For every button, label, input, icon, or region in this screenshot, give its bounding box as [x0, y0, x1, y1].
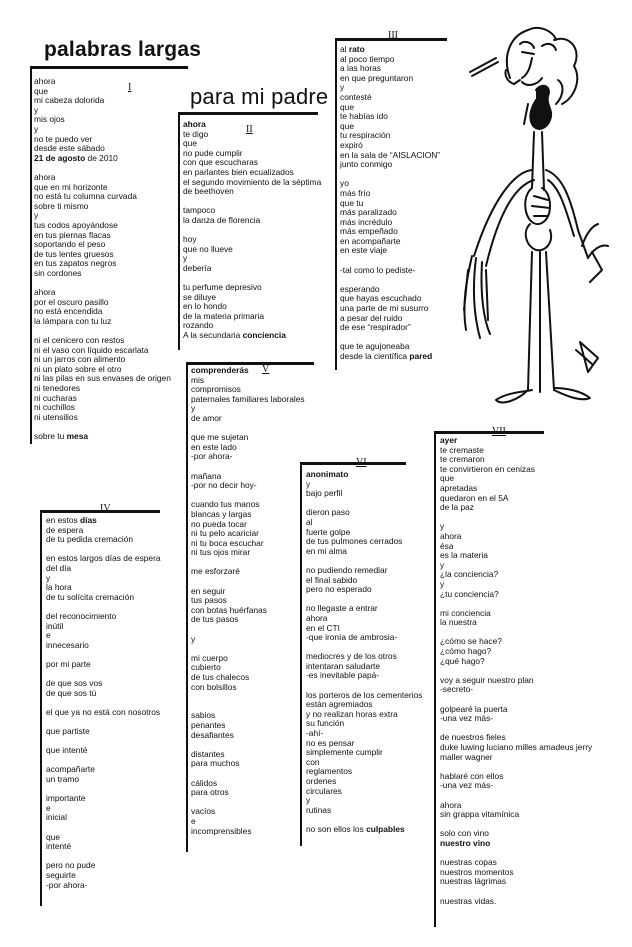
poem-line: para otros — [191, 787, 229, 798]
poem-line: ni las pilas en sus envases de origen — [34, 373, 171, 384]
poem-line: ¿tu conciencia? — [440, 588, 499, 599]
poem-line — [183, 331, 323, 341]
poem-line: nuestras vidas. — [440, 895, 497, 906]
poem-line: no pudiendo remediar — [306, 564, 388, 575]
poem-i — [34, 77, 194, 442]
poem-line: que me sujetan — [191, 432, 249, 443]
poem-line: la hora — [46, 582, 72, 593]
poem-line: desde este sábado — [34, 143, 105, 154]
poem-line — [440, 513, 610, 523]
poem-line: -secreto- — [440, 684, 474, 695]
poem-line: rutinas — [306, 804, 332, 815]
poem-ii — [183, 120, 323, 341]
poem-i-top-bar — [30, 66, 188, 69]
poem-line: solo con vino — [440, 828, 489, 839]
poem-line: ordenes — [306, 776, 337, 786]
poem-line: para muchos — [191, 758, 240, 769]
poem-line: apretadas — [440, 482, 478, 493]
poem-line: -que ironía de ambrosia- — [306, 632, 398, 643]
poem-line — [306, 470, 436, 480]
poem-line: ¿cómo se hace? — [440, 636, 502, 647]
bold-text: conciencia — [242, 330, 286, 341]
poem-line: no está tu columna curvada — [34, 191, 137, 202]
poem-line: sabios — [191, 710, 216, 721]
poem-line: -por ahora- — [191, 451, 233, 462]
poem-line: ésa — [440, 540, 454, 551]
poem-line: de tu solícita cremación — [46, 591, 134, 602]
poem-line: al poco tiempo — [340, 53, 395, 64]
poem-line: que — [440, 473, 454, 484]
poem-line: y — [440, 559, 445, 570]
bold-text: ahora — [183, 119, 206, 129]
poem-line — [440, 839, 610, 849]
poem-ii-left-bar — [178, 112, 180, 350]
poem-line: sin grappa vitamínica — [440, 809, 520, 820]
poem-line: importante — [46, 793, 86, 804]
poem-line: más empeñado — [340, 226, 398, 237]
poem-v-left-bar — [186, 362, 188, 852]
poem-line: de la materia primaria — [183, 310, 264, 321]
poem-line: pero no pude — [46, 860, 96, 871]
poem-line: quedaron en el 5A — [440, 492, 509, 503]
poem-line: los porteros de los cementerios — [306, 689, 423, 700]
poem-line: nuestras copas — [440, 857, 497, 868]
poem-line — [183, 226, 323, 236]
bold-text: anonimato — [306, 469, 349, 479]
poem-line: te convirtieron en cenizas — [440, 463, 535, 474]
poem-line: en estos largos días de espera — [46, 553, 161, 564]
poem-line: con bolsillos — [191, 681, 237, 692]
poem-line: en seguir — [191, 585, 226, 596]
poem-line: mi cuerpo — [191, 652, 228, 663]
main-title: palabras largas — [44, 38, 202, 61]
poem-line — [306, 825, 436, 835]
bold-text: mesa — [66, 430, 89, 441]
poem-vi-left-bar — [300, 462, 302, 846]
poem-line: ni tu boca escuchar — [191, 537, 264, 548]
poem-line: innecesario — [46, 639, 89, 650]
poem-line — [191, 366, 311, 376]
poem-line: de nuestros fieles — [440, 732, 506, 743]
poem-line: por el oscuro pasillo — [34, 296, 109, 307]
poem-line: ahora — [306, 612, 328, 623]
poem-line: mañana — [191, 470, 222, 481]
poem-line: y — [34, 123, 39, 134]
poem-line: con que escucharas — [183, 157, 258, 168]
poem-line: paternales familiares laborales — [191, 393, 305, 404]
poem-ii-numeral: II — [246, 124, 253, 135]
poem-line: y — [440, 521, 445, 532]
poem-line: del día — [46, 562, 72, 573]
poem-iii — [340, 45, 468, 362]
poem-line: por mi parte — [46, 658, 91, 669]
poem-line: tu respiración — [340, 130, 391, 141]
poem-line: en que preguntaron — [340, 72, 414, 83]
poem-line: tus codos apoyándose — [34, 219, 118, 230]
bold-text: pared — [409, 351, 433, 361]
poem-line: esperando — [340, 283, 380, 294]
poem-line: de amor — [191, 412, 222, 423]
poem-line: dieron paso — [306, 507, 350, 518]
poem-line: inicial — [46, 812, 67, 823]
text-span: en estos — [46, 515, 80, 525]
poem-line: la nuestra — [440, 617, 477, 628]
poem-line: ni tenedores — [34, 383, 81, 393]
poem-line: en mi alma — [306, 545, 347, 556]
poem-line: intenté — [46, 841, 72, 852]
poem-line: en acompañarte — [340, 235, 401, 246]
poem-line: la danza de florencia — [183, 214, 261, 225]
poem-line: soportando el peso — [34, 239, 106, 250]
poem-line: ni el vaso con líquido escarlata — [34, 344, 149, 355]
poem-line: a pesar del ruido — [340, 312, 403, 323]
poem-line: voy a seguir nuestro plan — [440, 674, 534, 685]
poem-line — [46, 823, 196, 833]
poem-line: y — [46, 572, 51, 583]
poem-line: del reconocimiento — [46, 610, 117, 621]
bold-text: nuestro vino — [440, 837, 491, 848]
poem-line: ni tu pelo acariciar — [191, 528, 259, 539]
poem-line: no está encendida — [34, 306, 103, 317]
poem-line — [340, 352, 468, 362]
poem-line: de que sos tú — [46, 687, 97, 698]
poem-line: no llegaste a entrar — [306, 603, 378, 614]
poem-line: que — [183, 138, 197, 149]
dedication-title: para mi padre — [190, 84, 329, 109]
poem-vi-numeral: VI — [356, 457, 367, 468]
poem-v — [191, 366, 311, 836]
poem-line: desafiantes — [191, 729, 234, 740]
poem-line: -una vez más- — [440, 780, 494, 791]
poem-line: e — [46, 802, 51, 813]
poem-line: no es pensar — [306, 737, 355, 748]
poem-line: nuestros momentos — [440, 866, 514, 877]
poem-line: el que ya no está con nosotros — [46, 706, 161, 717]
poem-line: y no realizan horas extra — [306, 708, 398, 719]
poem-line: ni utensilios — [34, 411, 78, 422]
poem-line: es la materia — [440, 550, 488, 561]
poem-ii-top-bar — [178, 112, 318, 115]
poem-line: vacíos — [191, 806, 216, 817]
poem-line: maller wagner — [440, 751, 493, 762]
poem-line: reglamentos — [306, 766, 353, 777]
poem-line: en parlantes bien ecualizados — [183, 166, 294, 177]
poem-line — [34, 154, 194, 164]
poem-line: ahora — [34, 76, 56, 86]
poem-v-numeral: V — [262, 364, 270, 375]
poem-line: de tu pedida cremación — [46, 534, 134, 545]
poem-line: en este viaje — [340, 245, 388, 256]
poem-line: mis — [191, 374, 205, 385]
poem-line: hablaré con ellos — [440, 770, 504, 781]
head-drawing — [505, 28, 577, 129]
poem-line — [340, 170, 468, 180]
poem-line: en tus piernas flacas — [34, 229, 111, 240]
poem-line: -es inevitable papá- — [306, 670, 380, 681]
poem-line: -ahí- — [306, 728, 324, 739]
text-span: sobre tu — [34, 430, 67, 441]
poem-vii-left-bar — [434, 431, 436, 927]
poem-line: pero no esperado — [306, 584, 372, 595]
poem-iv-left-bar — [40, 510, 42, 906]
poem-line: tus pasos — [191, 595, 227, 606]
poem-line: cálidos — [191, 777, 218, 788]
poem-line — [34, 278, 194, 288]
poem-line: ni tus ojos mirar — [191, 547, 251, 558]
poem-i-numeral: I — [128, 82, 132, 93]
poem-line: ni un plato sobre el otro — [34, 363, 122, 374]
poem-line: de tus pulmones cerrados — [306, 536, 403, 547]
poem-line: el segundo movimiento de la séptima — [183, 176, 322, 187]
poem-line: me esforzaré — [191, 566, 240, 577]
poem-line: y — [34, 210, 39, 221]
poem-line: y — [191, 403, 196, 414]
poem-line: que — [46, 831, 60, 842]
poem-line: y — [306, 478, 311, 489]
poem-line: seguirte — [46, 869, 76, 880]
poem-line: ni un jarros con alimento — [34, 354, 126, 365]
poem-line: al — [306, 516, 313, 527]
poem-line: ahora — [34, 287, 56, 298]
poem-line: ¿cómo hago? — [440, 646, 492, 657]
poem-i-left-bar — [30, 66, 32, 444]
poem-line: te digo — [183, 128, 209, 139]
poem-line — [34, 163, 194, 173]
poem-line: mi conciencia — [440, 607, 491, 618]
poem-line: fuerte golpe — [306, 526, 351, 537]
poem-line: ahora — [440, 530, 462, 541]
poem-vii-numeral: VII — [492, 426, 506, 437]
poem-line: de tus lentes gruesos — [34, 248, 114, 259]
poem-line: e — [191, 815, 196, 826]
poem-line — [440, 791, 610, 801]
text-span: de 2010 — [85, 152, 118, 163]
poem-line: una parte de mi susurro — [340, 303, 429, 314]
poem-line: debería — [183, 262, 212, 273]
poem-line: más frío — [340, 187, 371, 198]
poem-iv — [46, 516, 196, 890]
poem-iii-numeral: III — [388, 30, 398, 41]
poem-line: intentaran saludarte — [306, 660, 381, 671]
poem-line: de espera — [46, 524, 84, 535]
poem-line: acompañarte — [46, 764, 95, 775]
poem-line: te cremaste — [440, 444, 484, 455]
poem-line: la lámpara con tu luz — [34, 315, 112, 326]
poem-line: distantes — [191, 748, 225, 759]
poem-line: en la sala de “AISLACION” — [340, 149, 441, 160]
poem-line: un tramo — [46, 774, 80, 785]
poem-line: ahora — [34, 171, 56, 182]
poem-line: que intenté — [46, 745, 88, 756]
poem-vii — [440, 436, 610, 906]
poem-line: hoy — [183, 234, 197, 245]
poem-line: y — [306, 795, 311, 806]
poem-line — [191, 692, 311, 702]
text-span: al — [340, 44, 349, 54]
poem-line: a las horas — [340, 63, 381, 74]
poem-line: duke luwing luciano milles amadeus jerry — [440, 742, 593, 752]
poem-line: que partiste — [46, 726, 90, 737]
poem-line: que tu — [340, 197, 364, 208]
poem-line: cuando tus manos — [191, 499, 260, 510]
poem-iv-numeral: IV — [100, 503, 111, 514]
poem-line: mi cabeza dolorida — [34, 95, 105, 106]
poem-line: de ese “respirador” — [340, 322, 411, 333]
poem-line: mediocres y de los otros — [306, 651, 397, 662]
poem-line: y — [191, 633, 196, 644]
poem-line: más paralizado — [340, 207, 397, 218]
poem-line: mis ojos — [34, 114, 65, 125]
poem-line: yo — [340, 178, 349, 189]
poem-line: su función — [306, 718, 345, 729]
text-span: desde la científica — [340, 351, 410, 361]
text-span: no son ellos los — [306, 823, 367, 834]
bold-text: culpables — [366, 823, 405, 834]
bold-text: ayer — [440, 435, 458, 445]
poem-line: circulares — [306, 785, 342, 796]
poem-line: ni cuchillos — [34, 402, 75, 413]
poem-line: no pude cumplir — [183, 147, 243, 158]
poem-line: de tus chalecos — [191, 672, 250, 682]
poem-line — [191, 625, 311, 635]
bold-text: días — [80, 515, 97, 525]
poem-line: de tus pasos — [191, 614, 239, 625]
poem-line: el final sabido — [306, 574, 358, 585]
poem-line: incomprensibles — [191, 825, 252, 836]
bold-text: comprenderás — [191, 365, 249, 375]
bold-text: rato — [348, 44, 365, 54]
poem-iii-left-bar — [335, 38, 337, 370]
poem-line: penantes — [191, 719, 226, 730]
poem-line: y — [34, 104, 39, 115]
poem-line: ni el cenicero con restos — [34, 335, 125, 346]
poem-vi — [306, 470, 436, 835]
body-drawing — [464, 132, 608, 402]
poem-line: que — [340, 101, 354, 112]
poem-line: de que sos vos — [46, 678, 103, 689]
poem-line: en el CTI — [306, 622, 340, 633]
poem-line: están agremiados — [306, 699, 373, 710]
poem-line: y — [183, 253, 188, 264]
poem-line: más incrédulo — [340, 216, 393, 227]
poem-line: blancas y largas — [191, 508, 252, 519]
poem-line: en tus zapatos negros — [34, 258, 117, 269]
poem-line — [34, 432, 194, 442]
poem-line: contesté — [340, 91, 372, 102]
poem-line: y — [440, 578, 445, 589]
poem-line: expiró — [340, 139, 363, 150]
poem-line: que hayas escuchado — [340, 293, 422, 304]
text-span: A la secundaria — [183, 330, 243, 341]
poem-line: e — [46, 630, 51, 641]
poem-line: bajo perfil — [306, 488, 343, 499]
poem-line: inútil — [46, 620, 64, 631]
poem-line: de la paz — [440, 502, 474, 513]
poem-line: simplemente cumplir — [306, 747, 383, 758]
poem-line: que no llueve — [183, 243, 233, 254]
poem-line: que — [34, 85, 48, 96]
figure-illustration — [462, 20, 612, 415]
poem-line: tu perfume depresivo — [183, 282, 262, 293]
poem-line: sin cordones — [34, 267, 82, 278]
poem-line: golpearé la puerta — [440, 703, 508, 714]
poem-line: sobre ti mismo — [34, 200, 89, 211]
poem-line: y — [340, 82, 345, 93]
poem-vii-top-bar — [434, 431, 544, 434]
poem-line: tampoco — [183, 205, 216, 216]
poem-vi-top-bar — [300, 462, 406, 465]
poem-line: junto conmigo — [340, 159, 393, 170]
poem-line: cubierto — [191, 662, 221, 673]
poem-line: en lo hondo — [183, 301, 227, 312]
poem-line: te habías ido — [340, 111, 388, 122]
poem-line: compromisos — [191, 384, 241, 395]
poem-line: nuestras lágrimas — [440, 876, 507, 887]
poem-line: en este lado — [191, 441, 237, 452]
poem-line: te cremaron — [440, 454, 485, 465]
poem-line: ni cucharas — [34, 392, 77, 403]
poem-line: que en mi horizonte — [34, 181, 108, 192]
poem-line: rozando — [183, 320, 214, 331]
poem-line: se diluye — [183, 291, 217, 302]
bold-text: 21 de agosto — [34, 152, 86, 163]
poem-line: no te puedo ver — [34, 133, 93, 144]
poem-line: con — [306, 756, 320, 767]
poem-line: de beethoven — [183, 186, 234, 197]
poem-line: ahora — [440, 799, 462, 810]
poem-line: -una vez más- — [440, 713, 494, 724]
poem-line: no pueda tocar — [191, 518, 247, 529]
poem-line: -por ahora- — [46, 879, 88, 890]
poem-line: ¿la conciencia? — [440, 569, 499, 580]
poem-line: ¿qué hago? — [440, 655, 485, 666]
poem-line: -tal como lo pediste- — [340, 264, 416, 275]
poem-line: -por no decir hoy- — [191, 480, 257, 491]
poem-line: que — [340, 120, 354, 131]
poem-line: con botas huérfanas — [191, 604, 267, 615]
poem-line: que te agujoneaba — [340, 341, 410, 352]
